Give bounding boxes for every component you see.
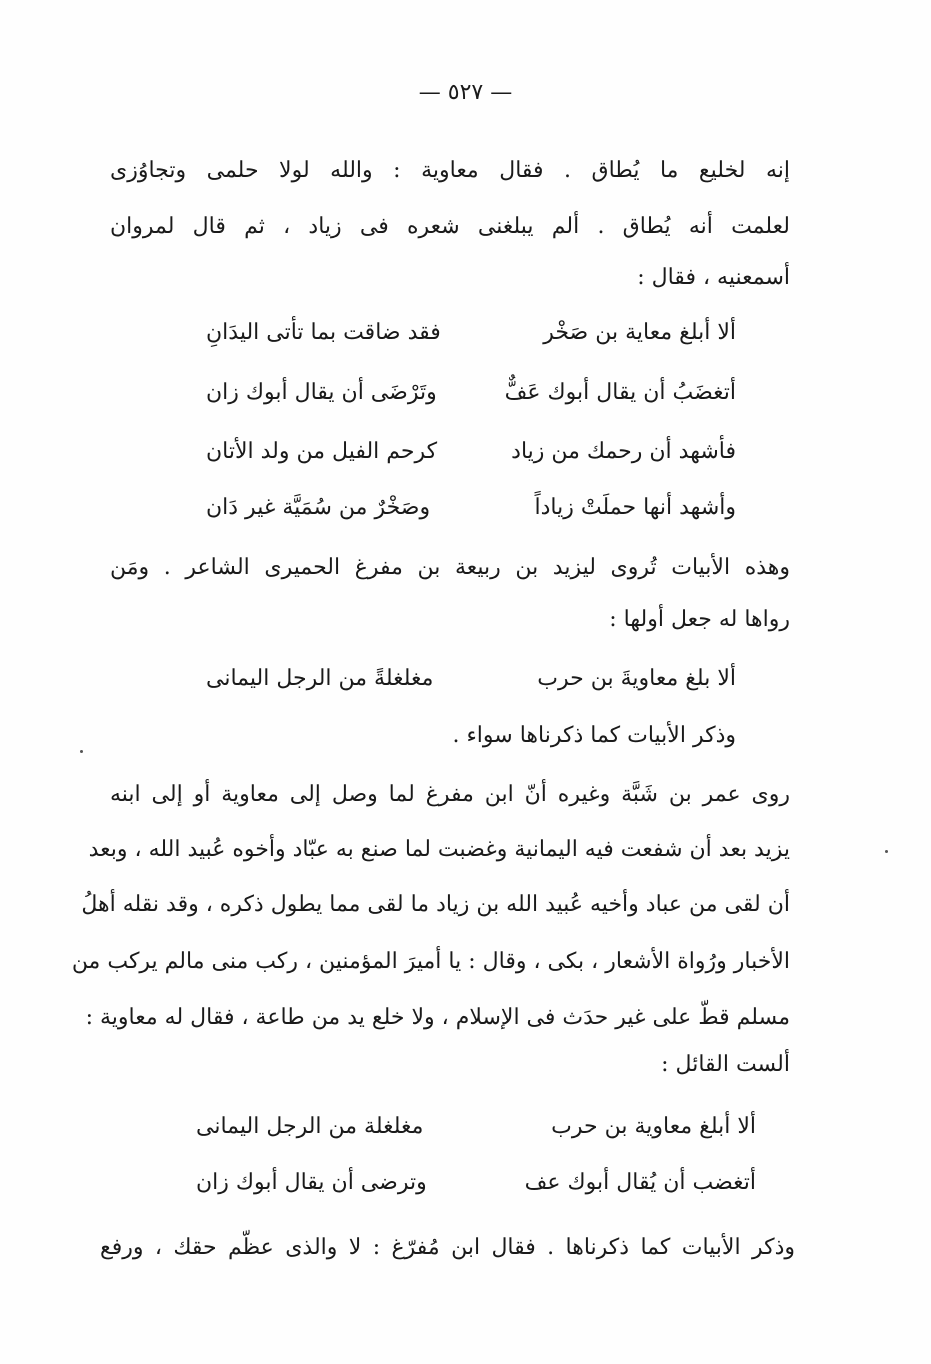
prose-line: وذكر الأبيات كما ذكرناها . فقال ابن مُفرّغ : لا والذى عظّم حقك ، ورفع bbox=[100, 1235, 795, 1260]
verse-first-hemistich: ألا أبلغ معاوية بن حرب bbox=[551, 1114, 756, 1139]
scan-speck bbox=[885, 850, 888, 853]
verse-second-hemistich: وصَخْرٌ من سُمَيَّة غير دَان bbox=[206, 495, 431, 520]
verse-first-hemistich: أتغضَبُ أن يقال أبوك عَفٌّ bbox=[504, 380, 736, 405]
verse-second-hemistich: وتَرْضَى أن يقال أبوك زان bbox=[206, 380, 437, 405]
prose-line: مسلم قطّ على غير حدَث فى الإسلام ، ولا خلع يد من طاعة ، فقال له معاوية : bbox=[85, 1005, 790, 1030]
verse-second-hemistich: فقد ضاقت بما تأتى اليدَانِ bbox=[206, 320, 441, 345]
verse-second-hemistich: وترضى أن يقال أبوك زان bbox=[196, 1170, 427, 1195]
verse-second-hemistich: كرحم الفيل من ولد الأتان bbox=[206, 439, 438, 464]
verse-first-hemistich: ألا أبلغ معاية بن صَخْر bbox=[543, 320, 736, 345]
verse-line bbox=[196, 1168, 756, 1198]
verse-line bbox=[196, 1112, 756, 1142]
verse-second-hemistich: مغلغلة من الرجل اليمانى bbox=[196, 1114, 424, 1139]
verse-first-hemistich: فأشهد أن رحمك من زياد bbox=[511, 439, 736, 464]
prose-line: يزيد بعد أن شفعت فيه اليمانية وغضبت لما صنع به عبّاد وأخوه عُبيد الله ، وبعد bbox=[88, 837, 790, 862]
verse-line bbox=[206, 318, 736, 348]
verse-first-hemistich: أتغضب أن يُقال أبوك عف bbox=[524, 1170, 756, 1195]
prose-line: ألست القائل : bbox=[661, 1052, 790, 1077]
prose-line: وهذه الأبيات تُروى ليزيد بن ربيعة بن مفرغ الحميرى الشاعر . ومَن bbox=[110, 555, 790, 580]
verse-first-hemistich: وأشهد أنها حملَتْ زياداً bbox=[534, 495, 736, 520]
prose-line: روى عمر بن شَبَّة وغيره أنّ ابن مفرغ لما وصل إلى معاوية أو إلى ابنه bbox=[110, 782, 790, 807]
verse-second-hemistich: مغلغلةً من الرجل اليمانى bbox=[206, 666, 434, 691]
scan-speck bbox=[80, 750, 83, 753]
prose-line: أن لقى من عباد وأخيه عُبيد الله بن زياد ما لقى مما يطول ذكره ، وقد نقله أهلُ bbox=[81, 892, 790, 917]
verse-line bbox=[206, 664, 736, 694]
prose-line: إنه لخليع ما يُطاق . فقال معاوية : والله لولا حلمى وتجاوُزى bbox=[110, 158, 790, 183]
page-number: — ٥٢٧ — bbox=[418, 80, 513, 105]
prose-line: لعلمت أنه يُطاق . ألم يبلغنى شعره فى زياد ، ثم قال لمروان bbox=[110, 214, 790, 239]
prose-line: الأخبار ورُواة الأشعار ، بكى ، وقال : يا أميرَ المؤمنين ، ركب منى مالم يركب من bbox=[71, 949, 790, 974]
verse-line bbox=[206, 493, 736, 523]
prose-line: رواها له جعل أولها : bbox=[609, 607, 790, 632]
verse-line bbox=[206, 378, 736, 408]
verse-line bbox=[206, 437, 736, 467]
verse-first-hemistich: ألا بلغ معاويةَ بن حرب bbox=[537, 666, 736, 691]
verse-note: وذكر الأبيات كما ذكرناها سواء . bbox=[452, 723, 736, 748]
prose-line: أسمعنيه ، فقال : bbox=[637, 265, 790, 290]
